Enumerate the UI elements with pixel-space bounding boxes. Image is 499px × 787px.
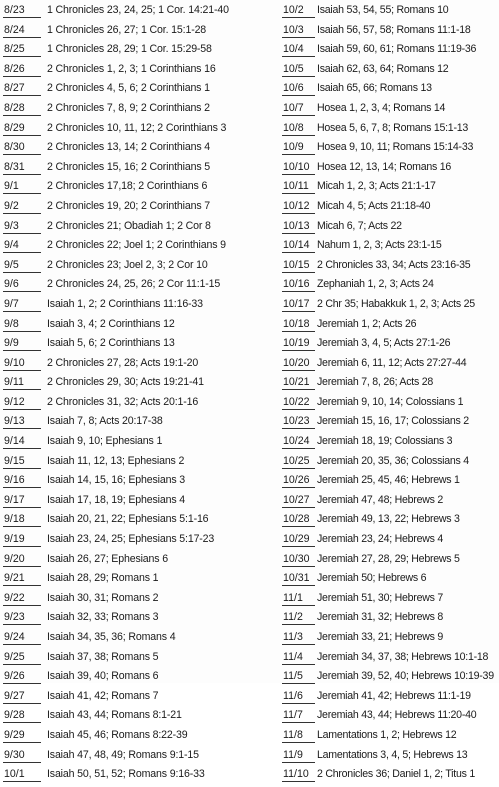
schedule-reading: Jeremiah 43, 44; Hebrews 11:20-40 <box>317 709 477 722</box>
schedule-reading: Isaiah 11, 12, 13; Ephesians 2 <box>47 454 185 467</box>
schedule-row <box>282 3 497 23</box>
schedule-date: 9/2 <box>3 199 41 214</box>
schedule-reading: Isaiah 43, 44; Romans 8:1-21 <box>47 709 182 722</box>
schedule-row <box>3 591 278 611</box>
schedule-row <box>282 591 497 611</box>
schedule-row <box>3 42 278 62</box>
schedule-reading: 1 Chronicles 23, 24, 25; 1 Cor. 14:21-40 <box>47 4 229 16</box>
schedule-reading: 2 Chronicles 31, 32; Acts 20:1-16 <box>47 395 199 408</box>
schedule-reading: Jeremiah 41, 42; Hebrews 11:1-19 <box>317 689 471 702</box>
schedule-date: 9/5 <box>3 258 41 273</box>
schedule-reading: Jeremiah 31, 32; Hebrews 8 <box>317 611 443 624</box>
schedule-date: 10/25 <box>282 454 315 469</box>
schedule-row <box>282 512 497 532</box>
schedule-row <box>282 140 497 160</box>
schedule-row <box>3 277 278 297</box>
schedule-reading: Isaiah 3, 4; 2 Corinthians 12 <box>47 317 175 330</box>
schedule-row <box>282 571 497 591</box>
schedule-reading: Jeremiah 7, 8, 26; Acts 28 <box>317 376 433 389</box>
schedule-row <box>282 395 497 415</box>
schedule-reading: Isaiah 41, 42; Romans 7 <box>47 689 159 702</box>
schedule-reading: Hosea 9, 10, 11; Romans 15:14-33 <box>317 141 474 154</box>
schedule-date: 8/29 <box>3 121 41 136</box>
schedule-reading: Isaiah 20, 21, 22; Ephesians 5:1-16 <box>47 513 209 526</box>
schedule-row <box>282 62 497 82</box>
schedule-reading: Isaiah 37, 38; Romans 5 <box>47 650 159 663</box>
schedule-date: 10/9 <box>282 140 315 155</box>
schedule-date: 9/17 <box>3 493 41 508</box>
schedule-reading: 2 Chronicles 29, 30; Acts 19:21-41 <box>47 376 204 389</box>
schedule-row <box>3 630 278 650</box>
schedule-date: 9/18 <box>3 512 41 527</box>
schedule-row <box>282 23 497 43</box>
schedule-date: 9/22 <box>3 591 41 606</box>
schedule-date: 10/30 <box>282 552 315 567</box>
schedule-date: 10/2 <box>282 3 315 18</box>
schedule-reading: 2 Chronicles 10, 11, 12; 2 Corinthians 3 <box>47 121 227 134</box>
schedule-row <box>282 277 497 297</box>
schedule-date: 11/5 <box>282 669 315 684</box>
schedule-date: 9/3 <box>3 219 41 234</box>
schedule-reading: Isaiah 1, 2; 2 Corinthians 11:16-33 <box>47 297 203 310</box>
schedule-row <box>3 219 278 239</box>
schedule-row <box>3 23 278 43</box>
schedule-row <box>3 669 278 689</box>
schedule-date: 10/11 <box>282 179 315 194</box>
schedule-row <box>282 375 497 395</box>
schedule-date: 10/14 <box>282 238 315 253</box>
right-column <box>282 3 497 787</box>
schedule-date: 10/18 <box>282 317 315 332</box>
schedule-row <box>282 317 497 337</box>
schedule-row <box>3 552 278 572</box>
schedule-reading: Micah 4, 5; Acts 21:18-40 <box>317 199 431 212</box>
schedule-date: 11/3 <box>282 630 315 645</box>
schedule-date: 9/14 <box>3 434 41 449</box>
schedule-row <box>282 160 497 180</box>
schedule-date: 9/11 <box>3 375 41 390</box>
schedule-reading: 2 Chronicles 7, 8, 9; 2 Corinthians 2 <box>47 101 210 114</box>
schedule-date: 11/1 <box>282 591 315 606</box>
schedule-reading: Isaiah 65, 66; Romans 13 <box>317 82 432 95</box>
schedule-row <box>282 81 497 101</box>
schedule-reading: 2 Chronicles 24, 25, 26; 2 Cor 11:1-15 <box>47 278 221 291</box>
schedule-reading: Zephaniah 1, 2, 3; Acts 24 <box>317 278 434 291</box>
schedule-row <box>3 238 278 258</box>
schedule-date: 9/24 <box>3 630 41 645</box>
schedule-date: 10/12 <box>282 199 315 214</box>
schedule-row <box>3 375 278 395</box>
schedule-reading: 2 Chr 35; Habakkuk 1, 2, 3; Acts 25 <box>317 297 475 310</box>
schedule-date: 10/24 <box>282 434 315 449</box>
schedule-row <box>3 512 278 532</box>
schedule-row <box>282 336 497 356</box>
schedule-date: 9/26 <box>3 669 41 684</box>
schedule-date: 9/16 <box>3 473 41 488</box>
schedule-reading: Isaiah 5, 6; 2 Corinthians 13 <box>47 337 175 350</box>
schedule-reading: Isaiah 50, 51, 52; Romans 9:16-33 <box>47 768 205 781</box>
schedule-reading: Jeremiah 51, 30; Hebrews 7 <box>317 591 443 604</box>
schedule-date: 9/4 <box>3 238 41 253</box>
schedule-row <box>3 317 278 337</box>
schedule-reading: Jeremiah 1, 2; Acts 26 <box>317 317 417 330</box>
schedule-date: 11/10 <box>282 767 315 782</box>
schedule-date: 10/19 <box>282 336 315 351</box>
schedule-row <box>3 571 278 591</box>
schedule-date: 10/8 <box>282 121 315 136</box>
schedule-row <box>282 101 497 121</box>
schedule-date: 11/8 <box>282 728 315 743</box>
schedule-date: 8/28 <box>3 101 41 116</box>
schedule-reading: Micah 1, 2, 3; Acts 21:1-17 <box>317 180 436 193</box>
schedule-reading: 2 Chronicles 19, 20; 2 Corinthians 7 <box>47 199 211 212</box>
schedule-date: 11/4 <box>282 650 315 665</box>
schedule-row <box>3 81 278 101</box>
schedule-row <box>282 532 497 552</box>
schedule-reading: Jeremiah 3, 4, 5; Acts 27:1-26 <box>317 337 451 350</box>
schedule-row <box>3 179 278 199</box>
schedule-reading: 2 Chronicles 13, 14; 2 Corinthians 4 <box>47 141 211 154</box>
schedule-row <box>3 728 278 748</box>
schedule-reading: Isaiah 7, 8; Acts 20:17-38 <box>47 415 163 428</box>
schedule-reading: 2 Chronicles 33, 34; Acts 23:16-35 <box>317 258 471 271</box>
schedule-date: 9/12 <box>3 395 41 410</box>
schedule-date: 10/10 <box>282 160 315 175</box>
schedule-row <box>282 414 497 434</box>
schedule-date: 10/15 <box>282 258 315 273</box>
schedule-date: 11/9 <box>282 748 315 763</box>
schedule-reading: Jeremiah 23, 24; Hebrews 4 <box>317 533 443 546</box>
schedule-row <box>3 101 278 121</box>
schedule-reading: Hosea 12, 13, 14; Romans 16 <box>317 160 451 173</box>
schedule-row <box>282 493 497 513</box>
schedule-row <box>282 434 497 454</box>
schedule-date: 8/26 <box>3 62 41 77</box>
schedule-row <box>3 199 278 219</box>
schedule-date: 11/6 <box>282 689 315 704</box>
schedule-reading: Lamentations 3, 4, 5; Hebrews 13 <box>317 748 468 761</box>
schedule-reading: Jeremiah 49, 13, 22; Hebrews 3 <box>317 513 460 526</box>
schedule-row <box>282 454 497 474</box>
schedule-reading: Lamentations 1, 2; Hebrews 12 <box>317 728 457 741</box>
schedule-row <box>282 297 497 317</box>
schedule-date: 10/21 <box>282 375 315 390</box>
schedule-row <box>282 199 497 219</box>
schedule-row <box>282 669 497 689</box>
schedule-row <box>3 297 278 317</box>
schedule-reading: Isaiah 28, 29; Romans 1 <box>47 572 159 585</box>
schedule-date: 9/23 <box>3 610 41 625</box>
schedule-row <box>282 219 497 239</box>
schedule-date: 10/7 <box>282 101 315 116</box>
schedule-row <box>3 454 278 474</box>
schedule-date: 11/7 <box>282 708 315 723</box>
schedule-row <box>3 414 278 434</box>
schedule-row <box>3 356 278 376</box>
schedule-row <box>3 140 278 160</box>
schedule-row <box>282 630 497 650</box>
schedule-row <box>282 708 497 728</box>
schedule-reading: 2 Chronicles 21; Obadiah 1; 2 Cor 8 <box>47 219 211 232</box>
schedule-date: 9/30 <box>3 748 41 763</box>
schedule-reading: Jeremiah 25, 45, 46; Hebrews 1 <box>317 474 460 487</box>
schedule-reading: Jeremiah 18, 19; Colossians 3 <box>317 435 453 448</box>
schedule-reading: 2 Chronicles 4, 5, 6; 2 Corinthians 1 <box>47 82 210 95</box>
schedule-row <box>282 473 497 493</box>
schedule-date: 10/31 <box>282 571 315 586</box>
schedule-reading: Isaiah 47, 48, 49; Romans 9:1-15 <box>47 748 199 761</box>
schedule-date: 8/30 <box>3 140 41 155</box>
schedule-reading: Jeremiah 34, 37, 38; Hebrews 10:1-18 <box>317 650 489 663</box>
schedule-row <box>3 767 278 787</box>
schedule-row <box>282 42 497 62</box>
schedule-date: 10/17 <box>282 297 315 312</box>
schedule-reading: Nahum 1, 2, 3; Acts 23:1-15 <box>317 239 442 252</box>
schedule-reading: Isaiah 45, 46; Romans 8:22-39 <box>47 728 188 741</box>
schedule-reading: Jeremiah 27, 28, 29; Hebrews 5 <box>317 552 460 565</box>
schedule-date: 9/9 <box>3 336 41 351</box>
schedule-row <box>3 748 278 768</box>
schedule-reading: 2 Chronicles 22; Joel 1; 2 Corinthians 9 <box>47 239 226 252</box>
schedule-reading: Hosea 5, 6, 7, 8; Romans 15:1-13 <box>317 121 468 134</box>
schedule-date: 10/26 <box>282 473 315 488</box>
schedule-row <box>282 689 497 709</box>
schedule-row <box>3 532 278 552</box>
schedule-reading: 2 Chronicles 15, 16; 2 Corinthians 5 <box>47 160 211 173</box>
schedule-row <box>282 728 497 748</box>
schedule-reading: Jeremiah 50; Hebrews 6 <box>317 572 427 585</box>
schedule-date: 10/29 <box>282 532 315 547</box>
schedule-date: 9/1 <box>3 179 41 194</box>
schedule-reading: Isaiah 9, 10; Ephesians 1 <box>47 435 163 448</box>
schedule-row <box>3 434 278 454</box>
schedule-row <box>282 610 497 630</box>
schedule-reading: Isaiah 32, 33; Romans 3 <box>47 611 159 624</box>
schedule-date: 9/7 <box>3 297 41 312</box>
schedule-date: 9/20 <box>3 552 41 567</box>
schedule-date: 10/6 <box>282 81 315 96</box>
schedule-date: 9/25 <box>3 650 41 665</box>
schedule-reading: Isaiah 34, 35, 36; Romans 4 <box>47 631 176 643</box>
schedule-row <box>3 336 278 356</box>
schedule-row <box>3 160 278 180</box>
schedule-reading: Isaiah 23, 24, 25; Ephesians 5:17-23 <box>47 533 215 546</box>
schedule-date: 9/19 <box>3 532 41 547</box>
schedule-reading: 2 Chronicles 1, 2, 3; 1 Corinthians 16 <box>47 62 216 75</box>
schedule-reading: Isaiah 53, 54, 55; Romans 10 <box>317 4 449 16</box>
schedule-row <box>3 493 278 513</box>
schedule-reading: Jeremiah 15, 16, 17; Colossians 2 <box>317 415 469 428</box>
schedule-date: 8/25 <box>3 42 41 57</box>
left-column <box>3 3 278 787</box>
schedule-row <box>3 473 278 493</box>
schedule-date: 11/2 <box>282 610 315 625</box>
schedule-date: 9/10 <box>3 356 41 371</box>
schedule-date: 10/16 <box>282 277 315 292</box>
schedule-date: 9/29 <box>3 728 41 743</box>
schedule-reading: Isaiah 39, 40; Romans 6 <box>47 670 159 683</box>
schedule-reading: Isaiah 30, 31; Romans 2 <box>47 591 159 604</box>
schedule-row <box>282 238 497 258</box>
schedule-row <box>3 708 278 728</box>
schedule-row <box>282 552 497 572</box>
schedule-row <box>3 689 278 709</box>
schedule-row <box>3 121 278 141</box>
schedule-reading: Isaiah 17, 18, 19; Ephesians 4 <box>47 493 186 506</box>
schedule-date: 8/31 <box>3 160 41 175</box>
schedule-reading: Jeremiah 9, 10, 14; Colossians 1 <box>317 395 464 408</box>
schedule-reading: 1 Chronicles 26, 27; 1 Cor. 15:1-28 <box>47 23 207 36</box>
schedule-date: 10/20 <box>282 356 315 371</box>
schedule-row <box>3 62 278 82</box>
schedule-reading: Isaiah 59, 60, 61; Romans 11:19-36 <box>317 43 477 56</box>
schedule-date: 9/28 <box>3 708 41 723</box>
schedule-reading: Jeremiah 47, 48; Hebrews 2 <box>317 493 443 506</box>
schedule-date: 8/24 <box>3 23 41 38</box>
schedule-row <box>282 179 497 199</box>
schedule-row <box>3 650 278 670</box>
schedule-reading: Micah 6, 7; Acts 22 <box>317 219 402 232</box>
schedule-date: 10/4 <box>282 42 315 57</box>
schedule-reading: Jeremiah 33, 21; Hebrews 9 <box>317 631 443 643</box>
schedule-date: 8/27 <box>3 81 41 96</box>
schedule-date: 9/13 <box>3 414 41 429</box>
schedule-reading: 2 Chronicles 36; Daniel 1, 2; Titus 1 <box>317 768 475 781</box>
schedule-row <box>282 121 497 141</box>
schedule-date: 10/5 <box>282 62 315 77</box>
schedule-date: 9/8 <box>3 317 41 332</box>
schedule-date: 10/23 <box>282 414 315 429</box>
schedule-row <box>282 356 497 376</box>
schedule-row <box>3 610 278 630</box>
schedule-date: 9/15 <box>3 454 41 469</box>
schedule-row <box>282 258 497 278</box>
schedule-date: 10/1 <box>3 767 41 782</box>
schedule-reading: Jeremiah 6, 11, 12; Acts 27:27-44 <box>317 356 467 369</box>
schedule-reading: Jeremiah 20, 35, 36; Colossians 4 <box>317 454 469 467</box>
schedule-row <box>282 767 497 787</box>
schedule-reading: 2 Chronicles 27, 28; Acts 19:1-20 <box>47 356 199 369</box>
schedule-row <box>282 748 497 768</box>
schedule-row <box>3 3 278 23</box>
schedule-reading: 2 Chronicles 23; Joel 2, 3; 2 Cor 10 <box>47 258 208 271</box>
schedule-date: 10/13 <box>282 219 315 234</box>
schedule-reading: Hosea 1, 2, 3, 4; Romans 14 <box>317 101 446 114</box>
schedule-reading: 2 Chronicles 17,18; 2 Corinthians 6 <box>47 180 208 193</box>
schedule-reading: Isaiah 26, 27; Ephesians 6 <box>47 552 168 565</box>
schedule-reading: 1 Chronicles 28, 29; 1 Cor. 15:29-58 <box>47 43 212 56</box>
schedule-reading: Isaiah 62, 63, 64; Romans 12 <box>317 62 449 75</box>
schedule-date: 8/23 <box>3 3 41 18</box>
schedule-date: 10/3 <box>282 23 315 38</box>
schedule-row <box>3 395 278 415</box>
schedule-date: 9/6 <box>3 277 41 292</box>
schedule-reading: Isaiah 14, 15, 16; Ephesians 3 <box>47 474 186 487</box>
schedule-date: 9/27 <box>3 689 41 704</box>
schedule-date: 10/22 <box>282 395 315 410</box>
schedule-row <box>282 650 497 670</box>
schedule-reading: Jeremiah 39, 52, 40; Hebrews 10:19-39 <box>317 670 494 683</box>
schedule-reading: Isaiah 56, 57, 58; Romans 11:1-18 <box>317 23 471 36</box>
schedule-date: 9/21 <box>3 571 41 586</box>
schedule-date: 10/28 <box>282 512 315 527</box>
schedule-date: 10/27 <box>282 493 315 508</box>
schedule-row <box>3 258 278 278</box>
